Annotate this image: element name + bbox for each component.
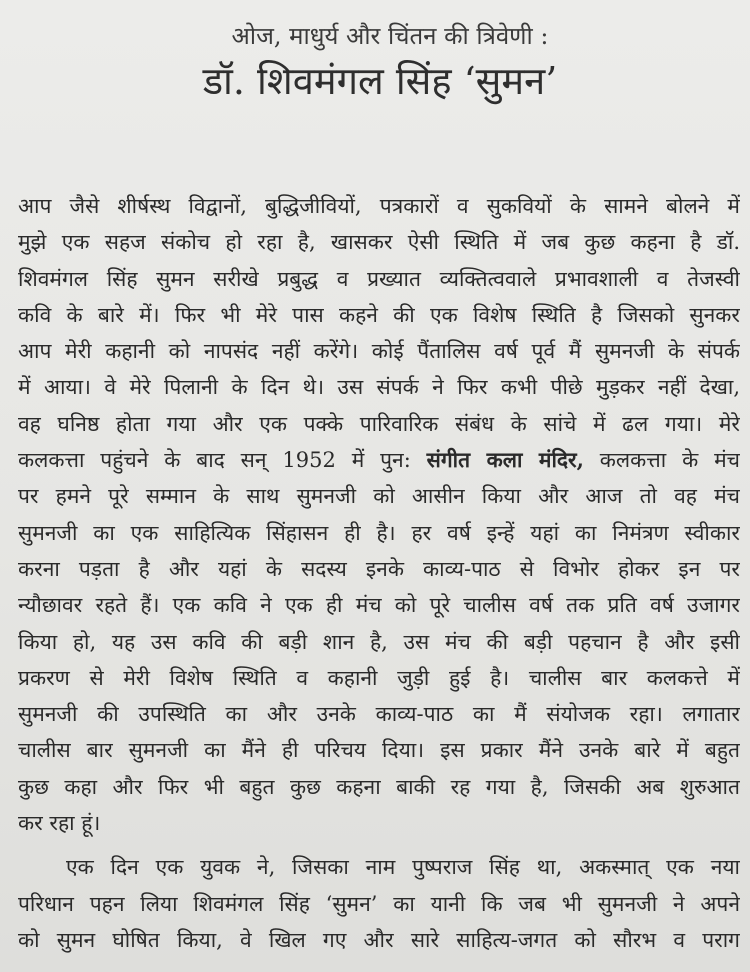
chapter-header (0, 20, 750, 106)
text-line: कुछ कहा और फिर भी बहुत कुछ कहना बाकी रह गया है, जिसकी अब शुरुआत (18, 774, 740, 799)
institution-name: संगीत कला मंदिर, (426, 447, 584, 473)
paragraph-1 (18, 188, 740, 841)
text-line: आप जैसे शीर्षस्थ विद्वानों, बुद्धिजीवियों, पत्रकारों व सुकवियों के सामने बोलने में (18, 194, 740, 218)
text-line: चालीस बार सुमनजी का मैंने ही परिचय दिया। इस प्रकार मैंने उनके बारे में बहुत (18, 738, 740, 763)
chapter-title: डॉ. शिवमंगल सिंह ‘सुमन’ (202, 59, 558, 103)
text-line: को सुमन घोषित किया, वे खिल गए और सारे साहित्य-जगत को सौरभ व पराग (18, 927, 740, 952)
body-text (18, 188, 740, 958)
text-line: करना पड़ता है और यहां के सदस्य इनके काव्य-पाठ से विभोर होकर इन पर (18, 556, 740, 581)
text-line: में आया। वे मेरे पिलानी के दिन थे। उस संपर्क ने फिर कभी पीछे मुड़कर नहीं देखा, (18, 375, 740, 400)
text-line: कवि के बारे में। फिर भी मेरे पास कहने की एक विशेष स्थिति है जिसको सुनकर (18, 302, 740, 327)
text-segment: कलकत्ता पहुंचने के बाद सन् 1952 में पुन: (18, 448, 427, 473)
paragraph-gap (18, 841, 740, 849)
text-line: सुमनजी की उपस्थिति का और उनके काव्य-पाठ का मैं संयोजक रहा। लगातार (18, 702, 740, 727)
text-line: आप मेरी कहानी को नापसंद नहीं करेंगे। कोई पैंतालिस वर्ष पूर्व मैं सुमनजी के संपर्क (18, 339, 740, 364)
text-line: पर हमने पूरे सम्मान के साथ सुमनजी को आसीन किया और आज तो वह मंच (18, 484, 740, 509)
text-segment: कलकत्ता के मंच (583, 448, 740, 473)
text-line: मुझे एक सहज संकोच हो रहा है, खासकर ऐसी स्थिति में जब कुछ कहना है डॉ. (18, 230, 740, 255)
text-line: एक दिन एक युवक ने, जिसका नाम पुष्पराज सिंह था, अकस्मात् एक नया (66, 855, 740, 880)
chapter-subtitle: ओज, माधुर्य और चिंतन की त्रिवेणी : (231, 22, 549, 50)
text-line: परिधान पहन लिया शिवमंगल सिंह ‘सुमन’ का यानी कि जब भी सुमनजी ने अपने (18, 891, 740, 916)
paragraph-2 (18, 849, 740, 958)
text-line: न्यौछावर रहते हैं। एक कवि ने एक ही मंच को पूरे चालीस वर्ष तक प्रति वर्ष उजागर (18, 593, 740, 618)
text-line: वह घनिष्ठ होता गया और एक पक्के पारिवारिक संबंध के सांचे में ढल गया। मेरे (18, 411, 740, 436)
text-line (18, 442, 740, 478)
text-line: कर रहा हूं। (18, 811, 101, 836)
text-line: किया हो, यह उस कवि की बड़ी शान है, उस मंच की बड़ी पहचान है और इसी (18, 629, 740, 654)
text-line: शिवमंगल सिंह सुमन सरीखे प्रबुद्ध व प्रख्यात व्यक्तित्ववाले प्रभावशाली व तेजस्वी (18, 266, 740, 291)
text-line: प्रकरण से मेरी विशेष स्थिति व कहानी जुड़ी हुई है। चालीस बार कलकत्ते में (18, 665, 740, 690)
text-line: सुमनजी का एक साहित्यिक सिंहासन ही है। हर वर्ष इन्हें यहां का निमंत्रण स्वीकार (18, 520, 740, 545)
